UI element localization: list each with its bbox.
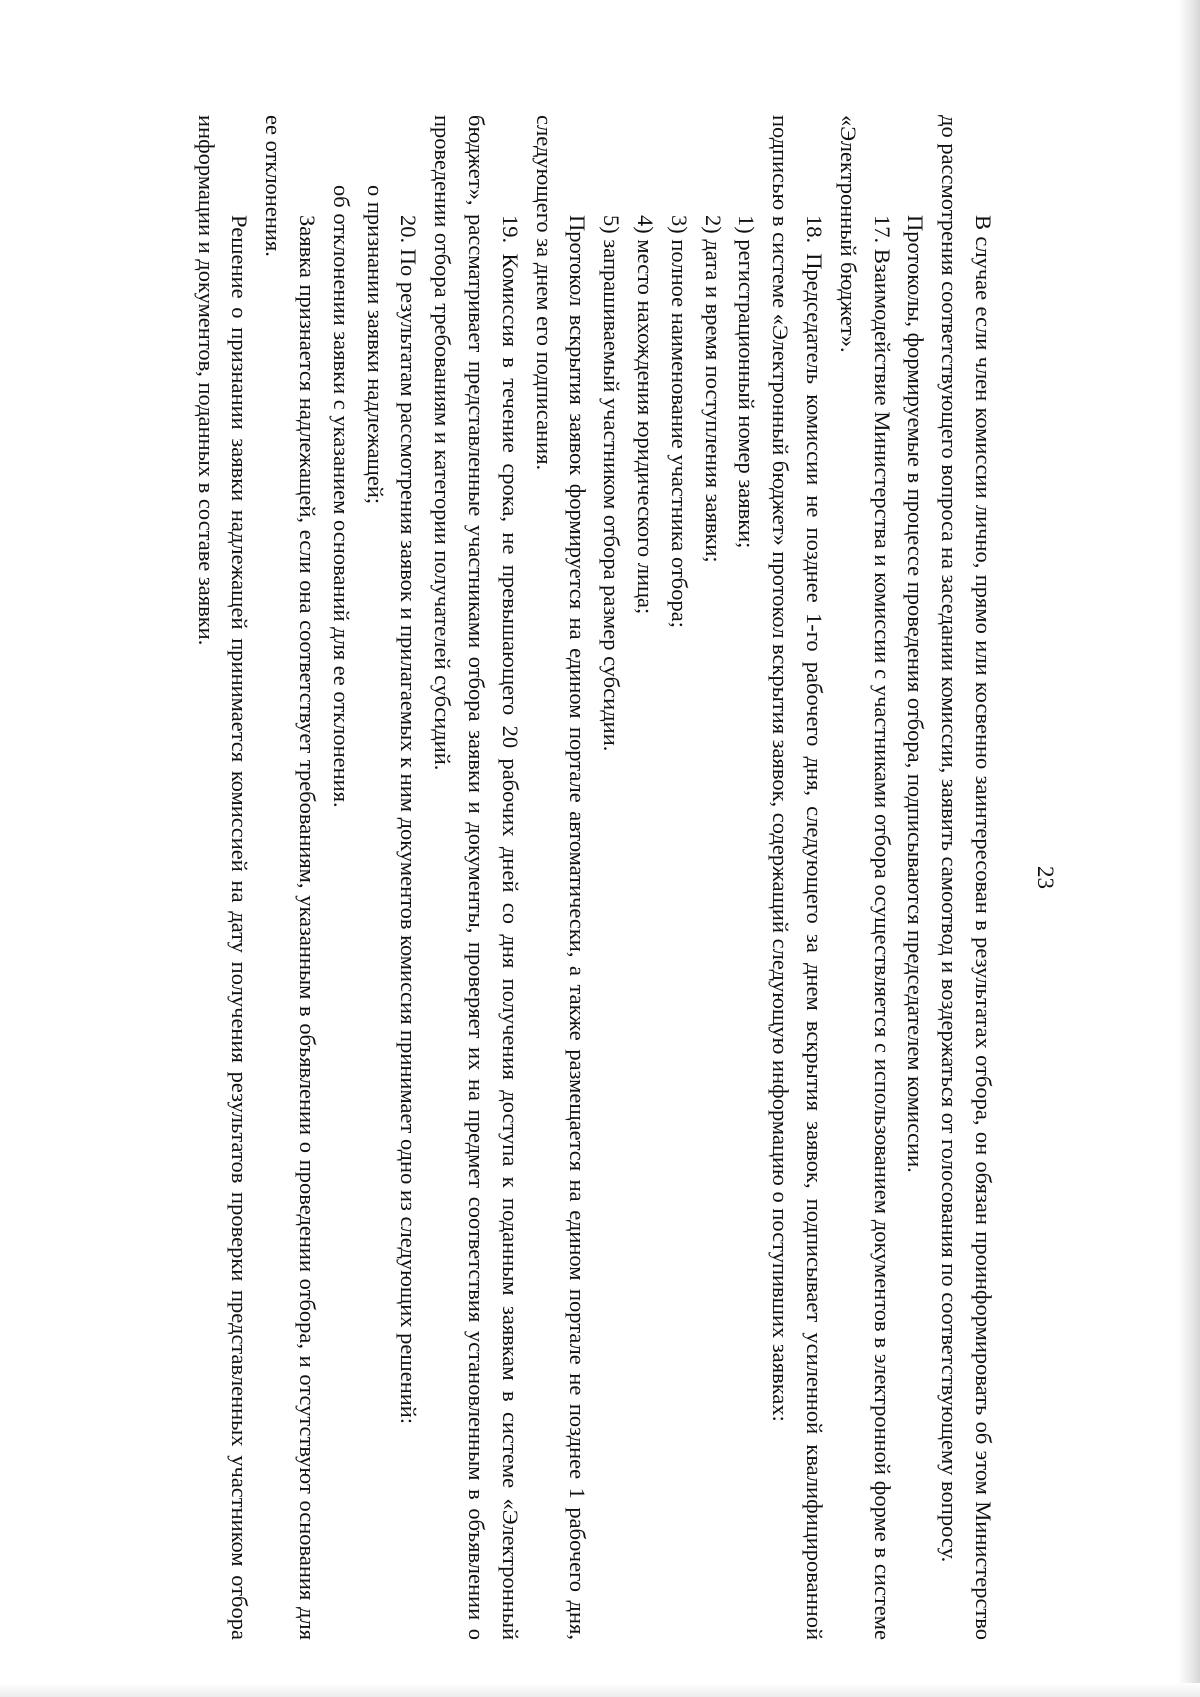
scan-page-edge xyxy=(1178,0,1200,1697)
list-item: 2) дата и время поступления заявки; xyxy=(700,215,726,563)
list-item: о признании заявки надлежащей; xyxy=(362,185,388,505)
page-number: 23 xyxy=(1033,866,1058,889)
list-item: 1) регистрационный номер заявки; xyxy=(734,215,760,549)
list-item: об отклонении заявки с указанием оснований для ее отклонения. xyxy=(328,185,354,808)
rotated-document-body xyxy=(160,115,1060,1640)
paragraph-17: 17. Взаимодействие Министерства и комиссии с участниками отбора осуществляется с использованием документов в электронной форме в системе «Электронный бюджет». xyxy=(835,115,895,1640)
paragraph-conflict-of-interest: В случае если член комиссии лично, прямо или косвенно заинтересован в результатах отбора, он обязан проинформировать об этом Министерство до рассмотрения соответствующего вопроса на заседании комиссии, заявить самоотвод и воздержаться от голосования по соответствующему вопросу. xyxy=(937,115,996,1640)
paragraph-protocols: Протоколы, формируемые в процессе проведения отбора, подписываются председателем комиссии. xyxy=(903,215,929,1173)
paragraph-decision: Решение о признании заявки надлежащей принимается комиссией на дату получения результатов проверки представленных участником отбора информации и документов, поданных в составе заявки. xyxy=(193,115,253,1640)
list-item: 5) запрашиваемый участником отбора размер субсидии. xyxy=(599,215,625,752)
paragraph-proper-application: Заявка признается надлежащей, если она соответствует требованиям, указанным в объявлении о проведении отбора, и отсутствуют основания для ее отклонения. xyxy=(261,115,321,1640)
paragraph-20: 20. По результатам рассмотрения заявок и прилагаемых к ним документов комиссия принимает одно из следующих решений: xyxy=(396,215,422,1425)
paragraph-19: 19. Комиссия в течение срока, не превышающего 20 рабочих дней со дня получения доступа к поданным заявкам в системе «Электронный бюджет», рассматривает представленные участниками отбора заявки и документы, проверяет их на предмет соответствия установленным в объявлении о проведении отбора требованиям и категории получателей субсидий. xyxy=(430,115,523,1640)
list-item: 4) место нахождения юридического лица; xyxy=(633,215,659,615)
list-item: 3) полное наименование участника отбора; xyxy=(666,215,692,628)
paragraph-18: 18. Председатель комиссии не позднее 1-го рабочего дня, следующего за днем вскрытия заявок, подписывает усиленной квалифицированной подписью в системе «Электронный бюджет» протокол вскрытия заявок, содержащий следующую информацию о поступивших заявках: xyxy=(768,115,828,1640)
scan-page-bottom-edge xyxy=(0,1683,1200,1697)
paragraph-opening-protocol: Протокол вскрытия заявок формируется на едином портале автоматически, а также размещается на едином портале не позднее 1 рабочего дня, следующего за днем его подписания. xyxy=(531,115,591,1640)
